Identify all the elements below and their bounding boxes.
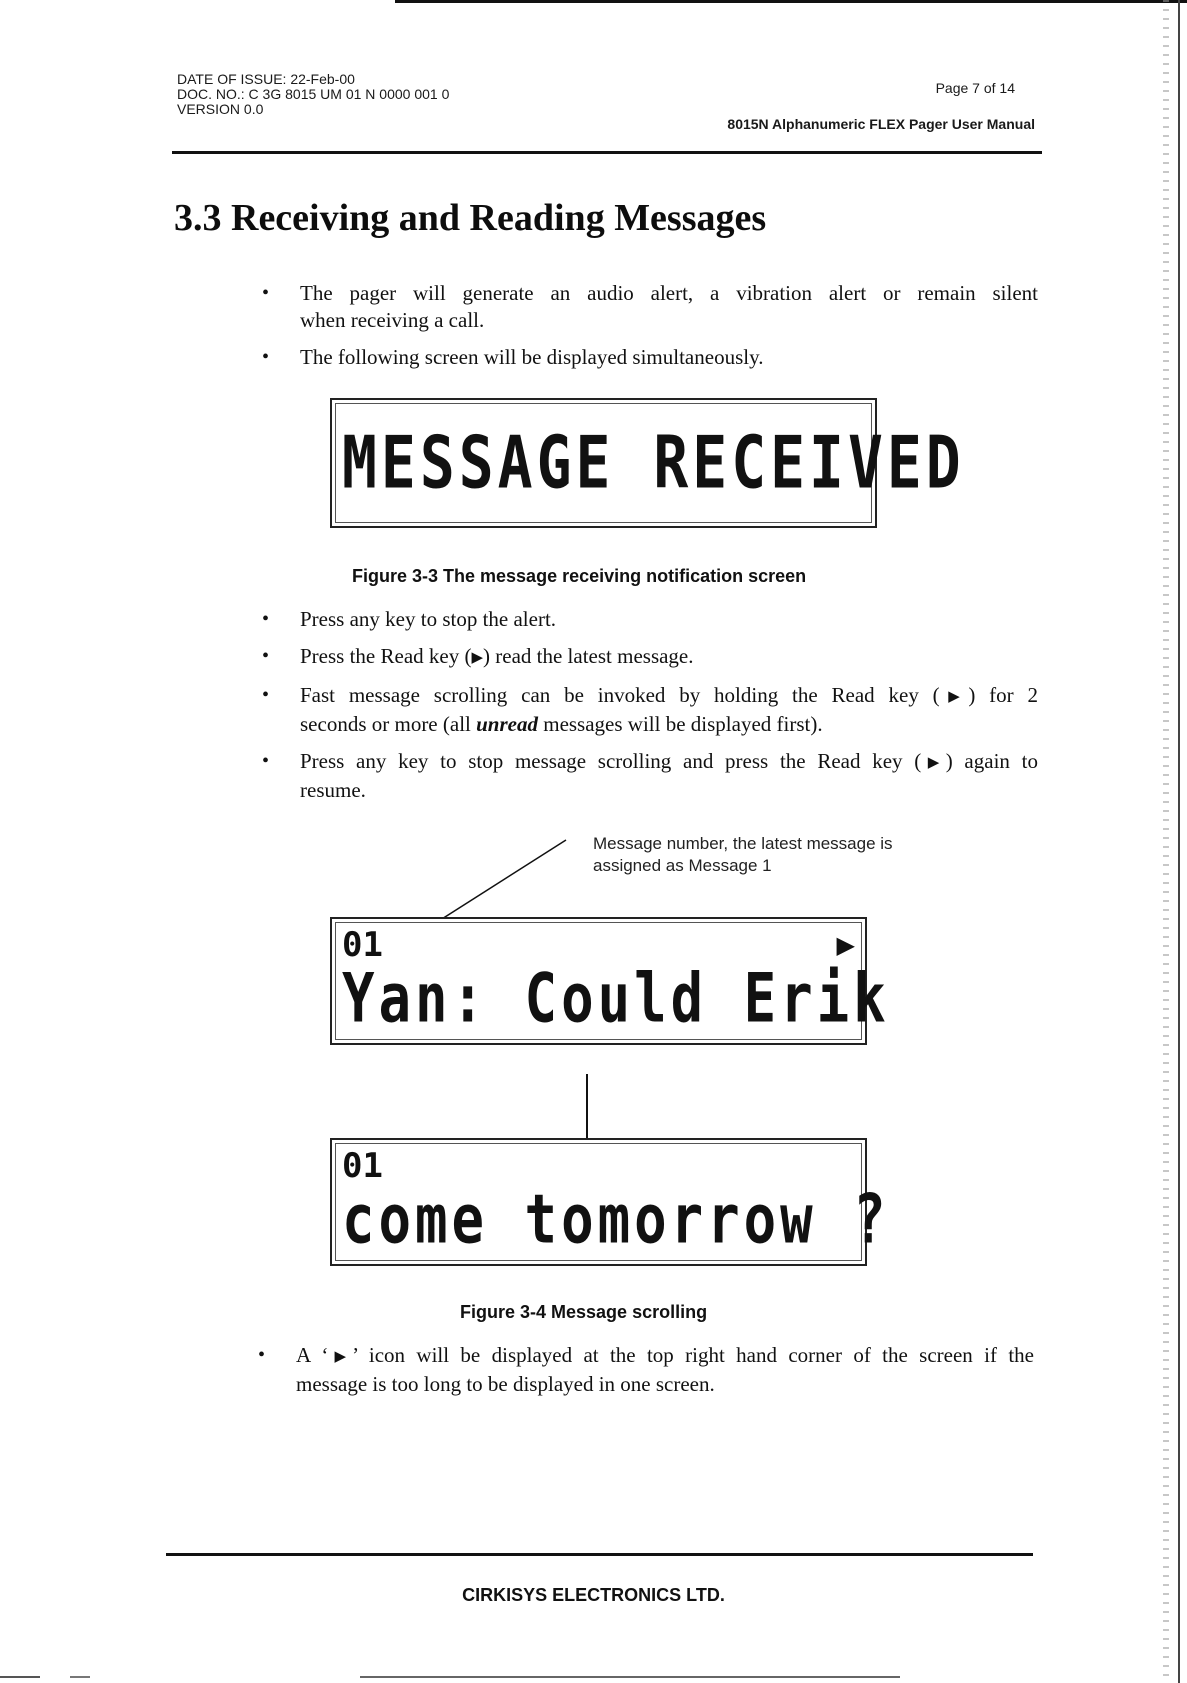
message-number: 01: [342, 1146, 383, 1186]
figure-3-3-caption: Figure 3-3 The message receiving notification screen: [352, 566, 807, 586]
bullet-line-2: message is too long to be displayed in one screen.: [296, 1372, 715, 1396]
bullet-text: • The pager will generate an audio alert, a vibration alert or remain silent: [300, 281, 1038, 305]
annotation-line: Message number, the latest message is: [593, 834, 893, 853]
section-title: Receiving and Reading Messages: [231, 197, 767, 239]
bullet-text: A ‘: [296, 1343, 329, 1367]
read-key-icon: ▶: [471, 650, 484, 666]
company-footer: CIRKISYS ELECTRONICS LTD.: [462, 1585, 725, 1605]
bullet-line: [296, 1342, 1034, 1371]
manual-title: 8015N Alphanumeric FLEX Pager User Manual: [727, 116, 1035, 132]
date-of-issue: DATE OF ISSUE: 22-Feb-00: [177, 71, 355, 87]
list-item: [258, 1342, 1034, 1398]
bullet-text-continued: when receiving a call.: [300, 308, 485, 332]
figure-3-4-caption: Figure 3-4 Message scrolling: [460, 1302, 708, 1322]
annotation-line: assigned as Message 1: [593, 856, 772, 875]
bullet-text: seconds or more (all: [300, 712, 477, 736]
bullet-text: Press any key to stop the alert.: [300, 607, 557, 631]
doc-number: DOC. NO.: C 3G 8015 UM 01 N 0000 001 0: [177, 86, 450, 102]
bullet-text-end: messages will be displayed first).: [537, 712, 823, 736]
section-number: 3.3: [174, 197, 222, 239]
message-text: Yan: Could Erik: [342, 959, 890, 1038]
message-text: come tomorrow ?: [342, 1180, 890, 1259]
bullet-text: Fast message scrolling can be invoked by holding the Read key (: [300, 683, 940, 707]
lcd-screen-message-part-1: [330, 917, 890, 1045]
emphasis-unread: unread: [476, 712, 538, 736]
end-bullet-list: [258, 1342, 1034, 1398]
read-key-icon: ▶: [921, 755, 946, 771]
scroll-indicator-icon: ▶: [328, 1349, 353, 1365]
more-text-arrow-icon: ▶: [836, 933, 855, 959]
lcd-screen-message-part-2: [330, 1138, 890, 1266]
bullet-text: The following screen will be displayed simultaneously.: [300, 345, 764, 369]
bullet-text: Press any key to stop message scrolling and press the Read key (: [300, 749, 922, 773]
read-key-icon: ▶: [939, 689, 969, 705]
lcd-message-received-text: MESSAGE RECEIVED: [342, 420, 965, 505]
page-number: Page 7 of 14: [935, 80, 1015, 96]
bullet-line-2: resume.: [300, 778, 366, 802]
bullet-text-end: ’ icon will be displayed at the top right hand corner of the screen if the: [352, 1343, 1034, 1367]
version: VERSION 0.0: [177, 101, 264, 117]
message-number: 01: [342, 925, 383, 965]
bullet-text-end: ) again to: [945, 749, 1038, 773]
bullet-text: Press the Read key (: [300, 644, 472, 668]
footer-rule: [166, 1553, 1033, 1556]
bullet-text-end: ) for 2: [968, 683, 1038, 707]
bullet-text-end: ) read the latest message.: [483, 644, 694, 668]
